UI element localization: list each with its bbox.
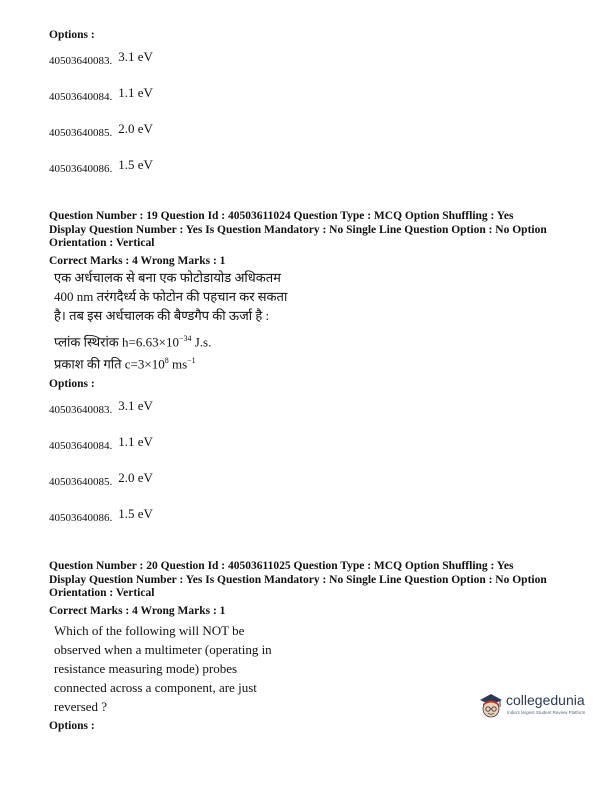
option-value: 3.1 eV (118, 49, 153, 64)
option-row (49, 470, 153, 489)
collegedunia-logo (476, 688, 596, 726)
option-id: 40503640084. (49, 91, 113, 103)
logo-tagline: India's largest Student Review Platform (507, 710, 586, 715)
option-value: 1.1 eV (118, 85, 153, 100)
planck-unit: J.s. (191, 334, 212, 350)
question-text-line: resistance measuring mode) probes (54, 661, 238, 676)
options-label: Options : (49, 720, 95, 732)
question-text-line: connected across a component, are just (54, 680, 257, 695)
option-id: 40503640083. (49, 55, 113, 67)
question-meta-line: Display Question Number : Yes Is Question Mandatory : No Single Line Question Option : No Option (49, 223, 547, 236)
option-value: 1.5 eV (118, 506, 153, 521)
question-meta-line: Orientation : Vertical (49, 237, 155, 249)
question-marks: Correct Marks : 4 Wrong Marks : 1 (49, 254, 226, 267)
question-marks: Correct Marks : 4 Wrong Marks : 1 (49, 604, 226, 617)
option-id: 40503640085. (49, 476, 113, 488)
question-19-header (49, 210, 589, 268)
option-value: 3.1 eV (118, 398, 153, 413)
option-row (49, 121, 153, 140)
question-meta-line: Display Question Number : Yes Is Question Mandatory : No Single Line Question Option : No Option (49, 573, 547, 586)
speed-unit-exponent: −1 (187, 356, 196, 366)
question-text-line: reversed ? (54, 699, 108, 714)
planck-exponent: −34 (178, 334, 192, 343)
speed-exponent: 8 (164, 356, 169, 366)
planck-prefix: प्लांक स्थिरांक h=6.63×10 (54, 334, 179, 350)
student-mascot-icon (476, 688, 506, 724)
option-row (49, 434, 153, 453)
options-label: Options : (49, 29, 95, 41)
option-value: 1.1 eV (118, 434, 153, 449)
question-meta-line: Question Number : 19 Question Id : 40503611024 Question Type : MCQ Option Shuffling : Yes (49, 210, 514, 222)
question-20-text (54, 621, 299, 716)
option-id: 40503640086. (49, 163, 113, 175)
option-id: 40503640086. (49, 512, 113, 524)
question-text-line: 400 nm तरंगदैर्ध्य के फोटोन की पहचान कर सकता (54, 289, 288, 304)
question-meta-line: Question Number : 20 Question Id : 40503611025 Question Type : MCQ Option Shuffling : Yes (49, 560, 514, 572)
option-row (49, 85, 153, 104)
speed-of-light-line (54, 351, 299, 373)
option-row (49, 49, 153, 68)
option-row (49, 157, 153, 176)
option-value: 2.0 eV (118, 121, 153, 136)
question-text-line: एक अर्धचालक से बना एक फोटोडायोड अधिकतम (54, 270, 281, 285)
logo-name: collegedunia (506, 692, 585, 708)
question-text-line: observed when a multimeter (operating in (54, 642, 272, 657)
question-meta-line: Orientation : Vertical (49, 587, 155, 599)
question-19-text (54, 268, 299, 374)
question-20-header (49, 560, 589, 618)
speed-unit: ms (168, 356, 188, 372)
option-id: 40503640085. (49, 127, 113, 139)
option-id: 40503640083. (49, 404, 113, 416)
option-value: 1.5 eV (118, 157, 153, 172)
speed-prefix: प्रकाश की गति c=3×10 (54, 356, 165, 372)
question-text-line: है। तब इस अर्धचालक की बैण्डगैप की ऊर्जा है : (54, 308, 270, 323)
options-label: Options : (49, 378, 95, 390)
question-text-line: Which of the following will NOT be (54, 623, 245, 638)
option-id: 40503640084. (49, 440, 113, 452)
option-value: 2.0 eV (118, 470, 153, 485)
planck-constant-line (54, 329, 299, 351)
option-row (49, 506, 153, 525)
option-row (49, 398, 153, 417)
